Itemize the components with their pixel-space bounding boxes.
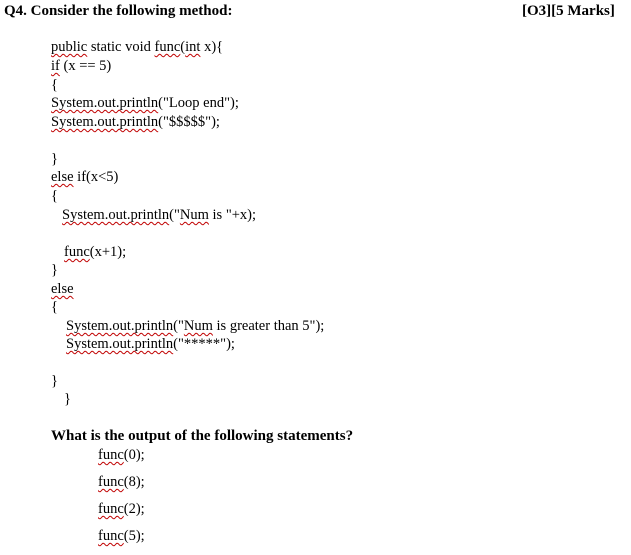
question-title: Q4. Consider the following method:	[4, 3, 233, 19]
output-question: What is the output of the following statements?	[51, 428, 354, 444]
call-func-2: func(2);	[98, 501, 145, 517]
code-line-close-brace-method: }	[64, 391, 71, 407]
code-line-close-brace-2: }	[51, 262, 58, 278]
keyword-int: int	[185, 39, 201, 55]
code-line-open-brace-2: {	[51, 188, 58, 204]
code-line-close-brace-3: }	[51, 373, 58, 389]
code-line-method-signature: public static void func(int x){	[51, 39, 224, 55]
code-line-close-brace-1: }	[51, 151, 58, 167]
method-name: func	[154, 39, 181, 55]
call-func-5: func(5);	[98, 528, 145, 544]
code-line-if: if (x == 5)	[51, 58, 112, 74]
code-line-println-num: System.out.println("Num is "+x);	[62, 207, 257, 223]
code-line-open-brace-1: {	[51, 77, 58, 93]
call-func-8: func(8);	[98, 474, 145, 490]
keyword-public: public	[51, 39, 88, 55]
code-line-println-stars: System.out.println("*****");	[66, 336, 235, 352]
code-line-open-brace-3: {	[51, 299, 58, 315]
code-line-println-dollars: System.out.println("$$$$$");	[51, 114, 220, 130]
code-line-println-loop-end: System.out.println("Loop end");	[51, 95, 239, 111]
call-func-0: func(0);	[98, 447, 145, 463]
code-line-recursive-call: func(x+1);	[64, 244, 127, 260]
code-line-println-greater: System.out.println("Num is greater than 5");	[66, 318, 325, 334]
code-line-else: else	[51, 281, 74, 297]
code-line-else-if: else if(x<5)	[51, 169, 119, 185]
question-marks: [O3][5 Marks]	[522, 3, 615, 19]
